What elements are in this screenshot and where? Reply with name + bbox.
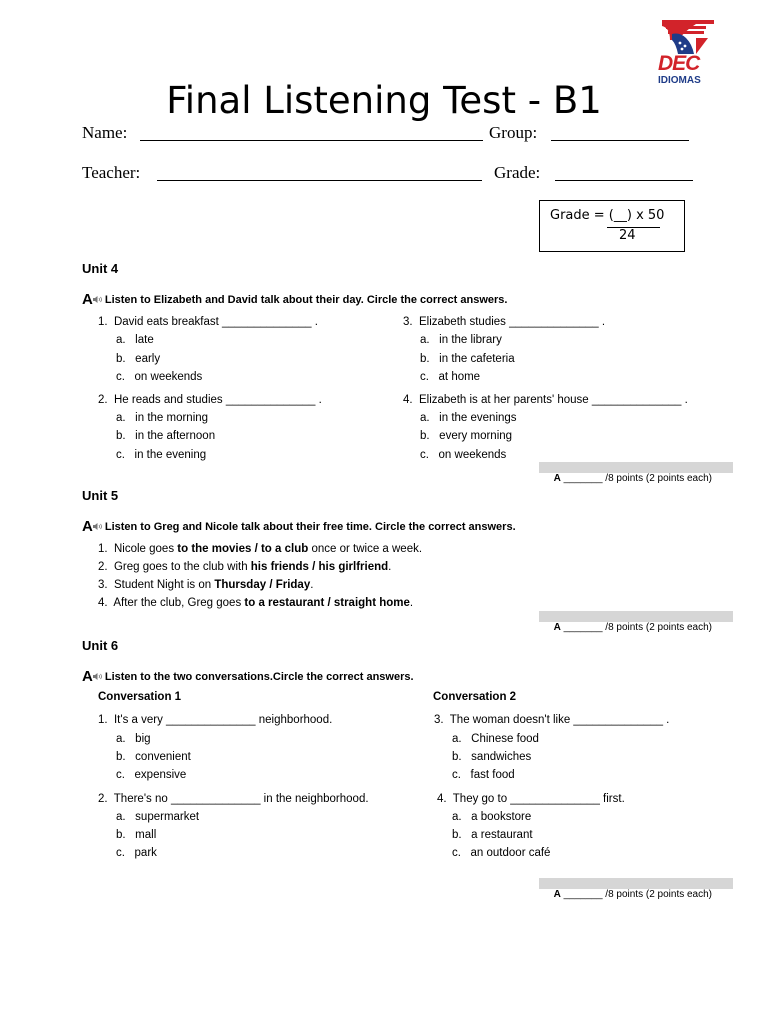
unit4-q2-option-a[interactable]: a. in the morning	[116, 412, 209, 424]
unit5-score-text: _______ /8 points (2 points each)	[560, 622, 713, 633]
unit6-q1-option-a[interactable]: a. big	[116, 733, 151, 745]
unit6-score-text: _______ /8 points (2 points each)	[560, 889, 713, 900]
unit4-q4: 4. Elizabeth is at her parents' house ______________ .	[403, 394, 688, 406]
unit5-s3-choices[interactable]: Thursday / Friday	[214, 579, 311, 591]
unit5-s4-choices[interactable]: to a restaurant / straight home	[244, 597, 410, 609]
speaker-icon	[93, 672, 103, 681]
unit5-s2-text: 2. Greg goes to the club with	[98, 561, 251, 573]
unit6-q4-option-b[interactable]: b. a restaurant	[452, 829, 533, 841]
page-title: Final Listening Test - B1	[166, 79, 602, 122]
unit5-score-letter: A	[553, 622, 561, 633]
grade-field[interactable]	[555, 180, 693, 181]
unit6-score-letter: A	[553, 889, 561, 900]
speaker-icon	[93, 295, 103, 304]
unit6-q4: 4. They go to ______________ first.	[437, 793, 625, 805]
unit5-s1-choices[interactable]: to the movies / to a club	[177, 543, 309, 555]
grade-denominator: 24	[619, 228, 636, 243]
unit5-s4-end: .	[409, 597, 414, 609]
unit4-instruction-row	[82, 291, 507, 308]
speaker-icon	[93, 522, 103, 531]
unit6-q1: 1. It's a very ______________ neighborhood.	[98, 714, 333, 726]
unit4-q4-option-b[interactable]: b. every morning	[420, 430, 513, 442]
unit4-q4-option-c[interactable]: c. on weekends	[420, 449, 507, 461]
unit6-q1-option-c[interactable]: c. expensive	[116, 769, 187, 781]
grade-formula: Grade = (__) x 50	[550, 208, 665, 223]
logo-brand: DEC	[658, 52, 700, 75]
unit6-q2-option-b[interactable]: b. mall	[116, 829, 157, 841]
unit6-section-letter: A	[82, 668, 93, 685]
unit5-s1-end: once or twice a week.	[308, 543, 423, 555]
unit5-statement-1	[98, 542, 422, 556]
unit6-q2: 2. There's no ______________ in the neighborhood.	[98, 793, 369, 805]
unit4-q2-option-b[interactable]: b. in the afternoon	[116, 430, 216, 442]
unit4-score-letter: A	[553, 473, 561, 484]
unit5-s3-end: .	[310, 579, 314, 591]
unit5-score-bar	[539, 611, 733, 633]
unit4-q4-option-a[interactable]: a. in the evenings	[420, 412, 517, 424]
unit4-q1: 1. David eats breakfast ______________ .	[98, 316, 318, 328]
teacher-label: Teacher:	[82, 163, 141, 182]
unit4-q3: 3. Elizabeth studies ______________ .	[403, 316, 606, 328]
unit5-instruction: Listen to Greg and Nicole talk about their free time. Circle the correct answers.	[104, 520, 516, 533]
unit6-q2-option-c[interactable]: c. park	[116, 847, 157, 859]
unit5-title: Unit 5	[82, 488, 119, 503]
grade-label: Grade:	[494, 163, 541, 182]
unit6-score-bar	[539, 878, 733, 900]
unit6-instruction: Listen to the two conversations.Circle the correct answers.	[104, 670, 414, 683]
unit6-instruction-row	[82, 668, 414, 685]
logo-subtitle: IDIOMAS	[658, 75, 701, 86]
name-field[interactable]	[140, 140, 483, 141]
unit5-s3-text: 3. Student Night is on	[98, 579, 215, 591]
unit4-q2: 2. He reads and studies ______________ .	[98, 394, 322, 406]
unit4-q3-option-b[interactable]: b. in the cafeteria	[420, 353, 515, 365]
unit5-statement-4	[98, 596, 413, 610]
unit5-s4-text: 4. After the club, Greg goes	[98, 597, 245, 609]
unit5-s2-choices[interactable]: his friends / his girlfriend	[250, 561, 389, 573]
unit6-q3-option-c[interactable]: c. fast food	[452, 769, 515, 781]
conversation-2-heading: Conversation 2	[433, 691, 517, 703]
unit6-q4-option-c[interactable]: c. an outdoor café	[452, 847, 551, 859]
group-label: Group:	[489, 123, 538, 142]
name-label: Name:	[82, 123, 128, 142]
unit6-title: Unit 6	[82, 638, 119, 653]
grade-formula-box	[539, 200, 685, 252]
unit6-q1-option-b[interactable]: b. convenient	[116, 751, 191, 763]
unit4-title: Unit 4	[82, 261, 119, 276]
unit4-q1-option-a[interactable]: a. late	[116, 334, 154, 346]
unit4-instruction: Listen to Elizabeth and David talk about their day. Circle the correct answers.	[104, 293, 508, 306]
unit4-section-letter: A	[82, 291, 93, 308]
unit6-q3: 3. The woman doesn't like ______________ .	[434, 714, 670, 726]
group-field[interactable]	[551, 140, 689, 141]
unit6-q3-option-b[interactable]: b. sandwiches	[452, 751, 532, 763]
unit4-q1-option-b[interactable]: b. early	[116, 353, 161, 365]
unit4-q1-option-c[interactable]: c. on weekends	[116, 371, 203, 383]
conversation-1-heading: Conversation 1	[98, 691, 182, 703]
unit5-s1-text: 1. Nicole goes	[98, 543, 178, 555]
unit4-q3-option-a[interactable]: a. in the library	[420, 334, 502, 346]
unit5-statement-3	[98, 578, 313, 592]
unit4-score-bar	[539, 462, 733, 484]
unit5-instruction-row	[82, 518, 516, 535]
unit6-q3-option-a[interactable]: a. Chinese food	[452, 733, 539, 745]
unit5-section-letter: A	[82, 518, 93, 535]
unit6-q2-option-a[interactable]: a. supermarket	[116, 811, 200, 823]
unit4-q2-option-c[interactable]: c. in the evening	[116, 449, 207, 461]
unit4-score-text: _______ /8 points (2 points each)	[560, 473, 713, 484]
unit4-q3-option-c[interactable]: c. at home	[420, 371, 481, 383]
teacher-field[interactable]	[157, 180, 482, 181]
unit5-s2-end: .	[388, 561, 392, 573]
unit5-statement-2	[98, 560, 391, 574]
unit6-q4-option-a[interactable]: a. a bookstore	[452, 811, 532, 823]
